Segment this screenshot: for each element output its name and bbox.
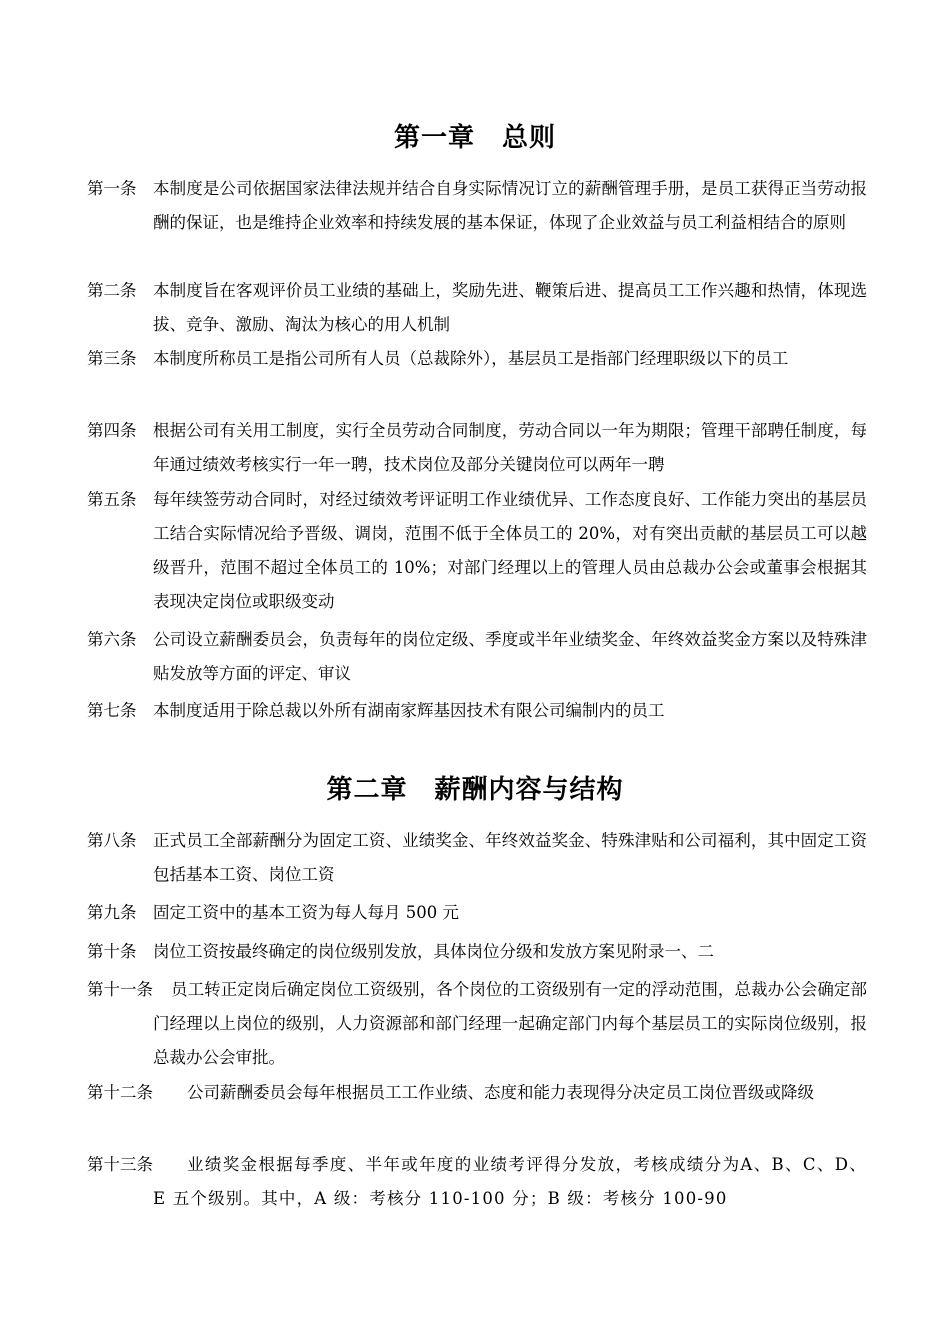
article-text: 公司设立薪酬委员会，负责每年的岗位定级、季度或半年业绩奖金、年终效益奖金方案以及特殊津贴发放等方面的评定、审议 — [153, 630, 867, 683]
article-text: 固定工资中的基本工资为每人每月 500 元 — [153, 903, 459, 922]
article-11 — [87, 973, 867, 1075]
article-number: 第九条 — [87, 903, 137, 922]
article-text: 业绩奖金根据每季度、半年或年度的业绩考评得分发放，考核成绩分为A、B、C、D、E 五个级别。其中，A 级：考核分 110-100 分；B 级：考核分 100-90 — [153, 1155, 867, 1208]
article-text: 员工转正定岗后确定岗位工资级别，各个岗位的工资级别有一定的浮动范围，总裁办公会确定部门经理以上岗位的级别，人力资源部和部门经理一起确定部门内每个基层员工的实际岗位级别，报总裁办公会审批。 — [153, 980, 867, 1067]
article-text: 本制度旨在客观评价员工业绩的基础上，奖励先进、鞭策后进、提高员工工作兴趣和热情，体现选拔、竞争、激励、淘汰为核心的用人机制 — [153, 281, 867, 334]
article-text: 根据公司有关用工制度，实行全员劳动合同制度，劳动合同以一年为期限；管理干部聘任制度，每年通过绩效考核实行一年一聘，技术岗位及部分关键岗位可以两年一聘 — [153, 421, 867, 474]
article-number: 第五条 — [87, 490, 137, 509]
article-text: 公司薪酬委员会每年根据员工工作业绩、态度和能力表现得分决定员工岗位晋级或降级 — [187, 1083, 814, 1102]
article-13 — [87, 1148, 867, 1216]
article-number: 第十三条 — [87, 1155, 153, 1174]
article-text: 正式员工全部薪酬分为固定工资、业绩奖金、年终效益奖金、特殊津贴和公司福利，其中固定工资包括基本工资、岗位工资 — [153, 831, 867, 884]
article-12 — [87, 1076, 867, 1110]
article-text: 每年续签劳动合同时，对经过绩效考评证明工作业绩优异、工作态度良好、工作能力突出的基层员工结合实际情况给予晋级、调岗，范围不低于全体员工的 20%，对有突出贡献的基层员工可以越级晋升，范围不超过全体员工的 10%；对部门经理以上的管理人员由总裁办公会或董事会根据其表现决定岗位或职级变动 — [153, 490, 867, 611]
article-number: 第一条 — [87, 179, 137, 198]
article-text: 本制度所称员工是指公司所有人员（总裁除外），基层员工是指部门经理职级以下的员工 — [153, 349, 789, 368]
article-8 — [87, 824, 867, 892]
article-text: 岗位工资按最终确定的岗位级别发放，具体岗位分级和发放方案见附录一、二 — [153, 942, 714, 961]
article-6 — [87, 623, 867, 691]
article-text: 本制度适用于除总裁以外所有湖南家辉基因技术有限公司编制内的员工 — [153, 701, 665, 720]
article-7 — [87, 694, 867, 728]
article-9 — [87, 896, 867, 930]
article-4 — [87, 414, 867, 482]
article-number: 第六条 — [87, 630, 137, 649]
article-number: 第二条 — [87, 281, 137, 300]
article-number: 第十二条 — [87, 1083, 153, 1102]
chapter-1-title: 第一章 总则 — [393, 123, 556, 153]
article-10 — [87, 935, 867, 969]
article-number: 第三条 — [87, 349, 137, 368]
article-number: 第四条 — [87, 421, 137, 440]
article-1 — [87, 172, 867, 240]
chapter-2-title: 第二章 薪酬内容与结构 — [326, 775, 624, 805]
article-number: 第十条 — [87, 942, 137, 961]
article-2 — [87, 274, 867, 342]
article-number: 第十一条 — [87, 980, 153, 999]
article-3 — [87, 342, 867, 376]
article-5 — [87, 483, 867, 619]
article-text: 本制度是公司依据国家法律法规并结合自身实际情况订立的薪酬管理手册，是员工获得正当劳动报酬的保证，也是维持企业效率和持续发展的基本保证，体现了企业效益与员工利益相结合的原则 — [153, 179, 867, 232]
article-number: 第七条 — [87, 701, 137, 720]
article-number: 第八条 — [87, 831, 137, 850]
